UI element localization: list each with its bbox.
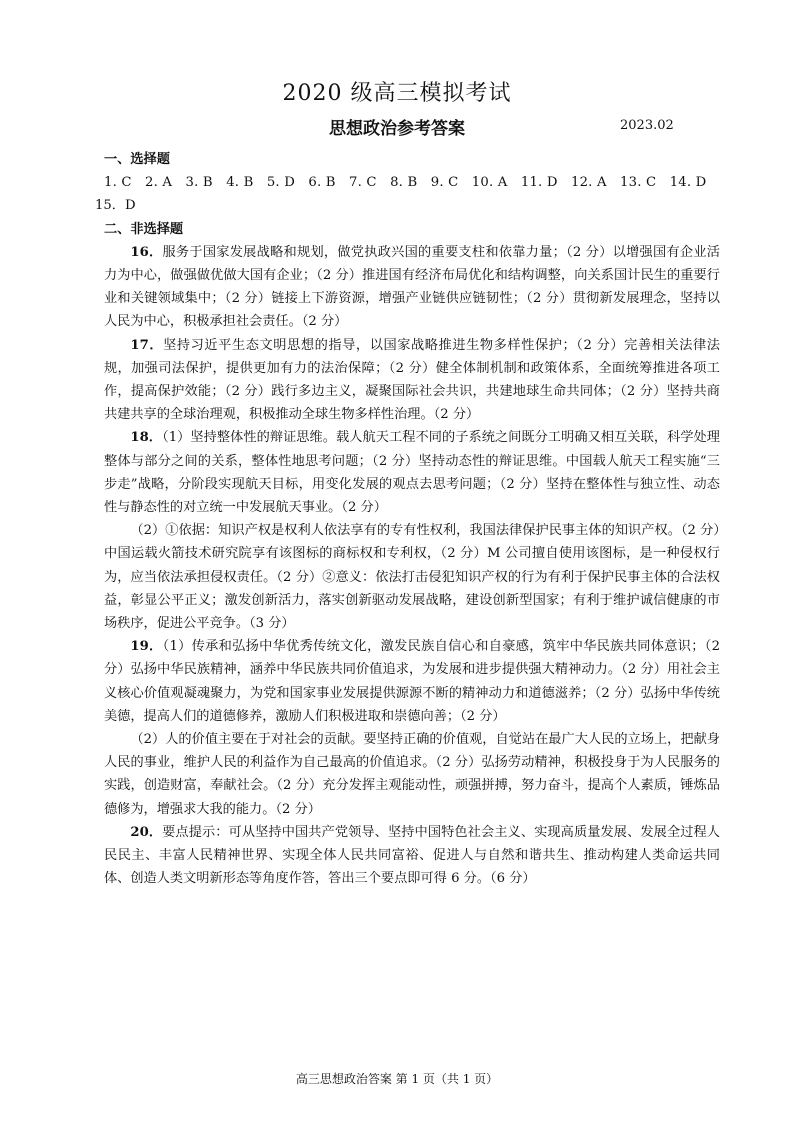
question-17-number: 17． <box>130 337 164 353</box>
question-19 <box>104 635 720 728</box>
exam-date: 2023.02 <box>620 118 674 133</box>
question-16-number: 16． <box>130 244 163 260</box>
question-19-number: 19． <box>130 639 163 655</box>
question-16-answer: 服务于国家发展战略和规划，做党执政兴国的重要支柱和依靠力量；（2 分）以增强国有企业活力为中心，做强做优做大国有企业；（2 分）推进国有经济布局优化和结构调整，向关系国计民生的重要行业和关键领域集中；（2 分）链接上下游资源，增强产业链供应链韧性；（2 分）贯彻新发展理念，坚持以人民为中心，积极承担社会责任。（2 分） <box>104 244 720 330</box>
choice-answers-line-1: 1. C 2. A 3. B 4. B 5. D 6. B 7. C 8. B 9. C 10. A 11. D 12. A 13. C 14. D <box>104 175 707 191</box>
page-title: 2020 级高三模拟考试 <box>282 81 512 106</box>
page-footer: 高三思想政治答案 第 1 页（共 1 页） <box>295 1072 499 1086</box>
question-17 <box>104 334 720 427</box>
question-20-answer: 要点提示：可从坚持中国共产党领导、坚持中国特色社会主义、实现高质量发展、发展全过程人民民主、丰富人民精神世界、实现全体人民共同富裕、促进人与自然和谐共生、推动构建人类命运共同体、创造人类文明新形态等角度作答，答出三个要点即可得 6 分。（6 分） <box>104 824 720 887</box>
question-19-part-2: （2）人的价值主要在于对社会的贡献。要坚持正确的价值观，自觉站在最广大人民的立场上，把献身人民的事业，维护人民的利益作为自己最高的价值追求。（2 分）弘扬劳动精神，积极投身于为人民服务的实践，创造财富，奉献社会。（2 分）充分发挥主观能动性，顽强拼搏，努力奋斗，提高个人素质，锤炼品德修为，增强求大我的能力。（2 分） <box>104 732 720 817</box>
question-16 <box>104 241 720 334</box>
question-17-answer: 坚持习近平生态文明思想的指导，以国家战略推进生物多样性保护；（2 分）完善相关法律法规，加强司法保护，提供更加有力的法治保障；（2 分）健全体制机制和政策体系，全面统筹推进各项工作，提高保护效能；（2 分）践行多边主义，凝聚国际社会共识，共建地球生命共同体；（2 分）坚持共商共建共享的全球治理观，积极推动全球生物多样性治理。（2 分） <box>104 337 720 423</box>
question-20 <box>104 821 720 891</box>
question-18-number: 18． <box>130 430 163 446</box>
answer-content <box>95 148 720 891</box>
choice-answers-line-2: 15．D <box>95 198 136 214</box>
question-20-number: 20． <box>130 824 163 840</box>
section-heading-nonchoice: 二、非选择题 <box>104 221 184 237</box>
page-subtitle: 思想政治参考答案 <box>329 119 465 139</box>
section-heading-choice: 一、选择题 <box>104 152 170 167</box>
question-19-part-1: （1）传承和弘扬中华优秀传统文化，激发民族自信心和自豪感，筑牢中华民族共同体意识；（2 分）弘扬中华民族精神，涵养中华民族共同价值追求，为发展和进步提供强大精神动力。（2 分）用社会主义核心价值观凝魂聚力，为党和国家事业发展提供源源不断的精神动力和道德滋养；（2 分）弘扬中华传统美德，提高人们的道德修养，激励人们积极进取和崇德向善；（2 分） <box>104 639 720 724</box>
question-18-part-2: （2）①依据：知识产权是权利人依法享有的专有性权利，我国法律保护民事主体的知识产权。（2 分）中国运载火箭技术研究院享有该图标的商标权和专利权，（2 分）M 公司擅自使用该图标，是一种侵权行为，应当依法承担侵权责任。（2 分）②意义：依法打击侵犯知识产权的行为有利于保护民事主体的合法权益，彰显公平正义；激发创新活力，落实创新驱动发展战略，建设创新型国家；有利于维护诚信健康的市场秩序，促进公平竞争。（3 分） <box>104 523 720 632</box>
question-18 <box>104 426 720 519</box>
question-18-part-1: （1）坚持整体性的辩证思维。载人航天工程不同的子系统之间既分工明确又相互关联，科学处理整体与部分之间的关系，整体性地思考问题；（2 分）坚持动态性的辩证思维。中国载人航天工程实施“三步走”战略，分阶段实现航天目标，用变化发展的观点去思考问题；（2 分）坚持在整体性与独立性、动态性与静态性的对立统一中发展航天事业。（2 分） <box>104 430 720 516</box>
